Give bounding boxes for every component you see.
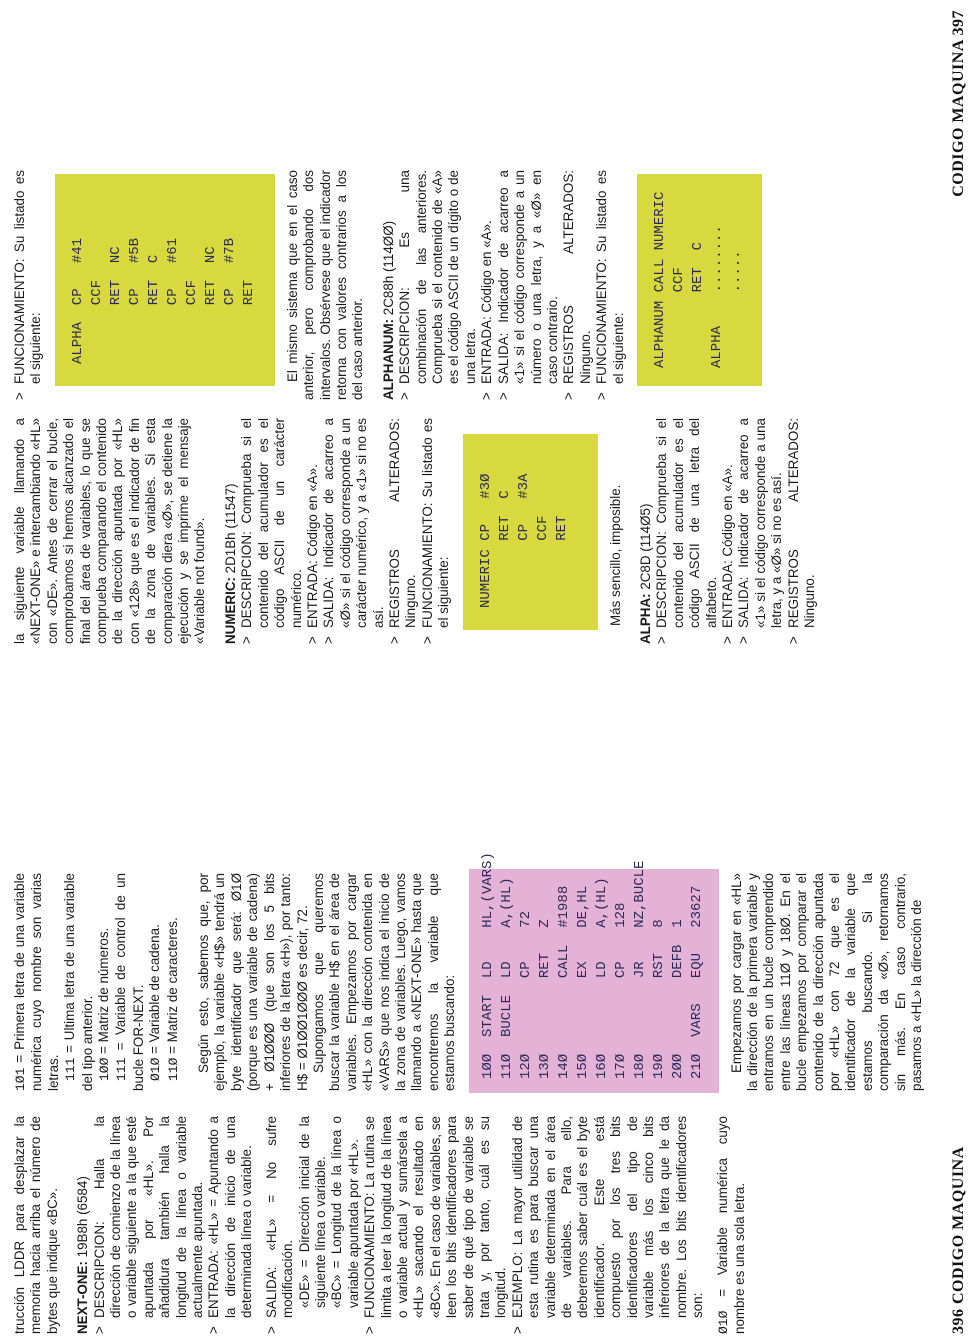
column-2 [12, 852, 925, 1091]
code-line: 12Ø CP 72 [517, 910, 534, 1079]
entry-heading: ALPHA: 2C8D (114Ø5) [637, 503, 653, 644]
funcionamiento-entry: > FUNCIONAMIENTO: Su listado es el siguiente: [419, 418, 452, 644]
code-line: 21Ø VARS EQU 23627 [688, 885, 705, 1079]
paragraph: El mismo sistema que en el caso anterior, pero comprobando dos intervalos. Obsérvese que el indicador retorna con valores contrarios a los del caso anterior. [284, 170, 366, 400]
code-line: 15Ø EX DE,HL [574, 885, 591, 1079]
code-line: CCF [183, 279, 200, 364]
code-line: CP #3A [515, 473, 532, 608]
code-line: RET C [496, 490, 513, 608]
page-folio-right: CODIGO MAQUINA 397 [950, 10, 967, 197]
code-line: CP #5B [126, 237, 143, 364]
description-entry: > DESCRIPCION: Comprueba si el contenido del acumulador es el código ASCII de un carácter numérico. [239, 418, 304, 644]
description-entry: > DESCRIPCION: Halla la dirección de comienzo de la línea o variable siguiente a la que esté apuntada por «HL». Por añadidura también halla la longitud de la línea o variable actualmente apuntada. [91, 1116, 206, 1334]
code-line: RET NC [107, 246, 124, 364]
code-line: 19Ø RST 8 [650, 919, 667, 1079]
entry-heading: ALPHANUM: 2C88h (114ØØ) [380, 220, 396, 400]
id-bits-item: 1Ø1 = Primera letra de una variable numérica cuyo nombre son varias letras. [12, 873, 61, 1091]
column-1 [12, 1116, 748, 1334]
paragraph: Empezamos por cargar en «HL» la dirección de la primera variable y entramos en un bucle comprendido entre las líneas 11Ø y 18Ø. En el bucle empezamos por comparar el contenido de la dirección apuntada por «HL» con 72 que es el identificador de la variable que estamos buscando. Si la comparación da «Ø», retornamos sin más. En caso contrario, pasamos a «HL» la dirección de [728, 873, 925, 1091]
id-bits-item: 111 = Ultima letra de una variable del tipo anterior. [62, 873, 95, 1091]
entrada-entry: > ENTRADA: «HL» = Apuntando a la dirección de inicio de una determinada línea o variable. [206, 1116, 255, 1334]
code-line: 2ØØ DEFB 1 [669, 919, 686, 1079]
code-listing-box [55, 174, 275, 386]
code-line: ..... [727, 250, 744, 368]
code-line: 16Ø LD A,(HL) [593, 877, 610, 1079]
code-line: CCF [670, 267, 687, 368]
code-listing-box [637, 174, 762, 386]
salida-line: «DE» = Dirección inicial de la siguiente línea o variable. [296, 1116, 328, 1308]
code-line: ALPHANUM CALL NUMERIC [651, 191, 668, 368]
code-line: 11Ø BUCLE LD A,(HL) [498, 877, 515, 1079]
salida-entry: > SALIDA: «HL» = No sufre modificación. [263, 1116, 296, 1334]
code-line: CP #61 [164, 237, 181, 364]
id-bits-list [12, 873, 182, 1091]
entry-heading: NEXT-ONE: 19B8h (6584) [75, 1176, 91, 1334]
registros-entry: > REGISTROS ALTERADOS: Ninguno. [561, 170, 593, 400]
code-line: ALPHA CP #41 [69, 237, 86, 364]
code-listing-box [469, 852, 719, 1093]
code-line: RET NC [202, 246, 219, 364]
entrada-entry: > ENTRADA: Código en «A». [304, 464, 320, 644]
column-3 [12, 418, 818, 644]
code-line: CP #7B [221, 237, 238, 364]
code-line: 1ØØ START LD HL,(VARS) [479, 852, 496, 1079]
salida-entry: > SALIDA: Indicador de acarreo a «1» si el código corresponde a una letra, y a «Ø» si no es así. [736, 418, 785, 644]
funcionamiento-entry: > FUNCIONAMIENTO: Su listado es el siguiente: [594, 170, 626, 400]
entrada-entry: > ENTRADA: Código en «A». [479, 220, 495, 400]
id-bits-item: 11Ø = Matriz de caracteres. [164, 917, 181, 1081]
paragraph: la siguiente variable llamando a «NEXT-ONE» e intercambiando «HL» con «DE». Antes de cerrar el bucle, comprobamos si hemos alcanzado el final del área de variables, lo que se comprueba comparando el contenido de la dirección apuntada por «HL» con «128» que es el indicador de fin de la zona de variables. Si esta comparación diera «Ø», se detiene la ejecución y se imprime el mensaje «Variable not found». [12, 418, 208, 644]
page-folio-left: 396 CODIGO MAQUINA [950, 1146, 967, 1334]
registros-entry: > REGISTROS ALTERADOS: Ninguno. [386, 418, 419, 644]
code-line: 13Ø RET Z [536, 919, 553, 1079]
code-line: 14Ø CALL #1988 [555, 885, 572, 1079]
code-line: CCF [88, 279, 105, 364]
salida-line: «BC» = Longitud de la línea o variable apuntada por «HL». [329, 1116, 361, 1308]
code-line: RET [553, 515, 570, 608]
ejemplo-entry: > EJEMPLO: La mayor utilidad de esta rutina es para buscar una variable determinada en el área de variables. Para ello, deberemos saber cuál es el byte identificador. Este está compuesto por los tres bits identificadores del tipo de variable más los cinco bits inferiores de la letra que le da nombre. Los bits identificadores son: [509, 1116, 706, 1334]
code-listing-box [463, 434, 598, 630]
paragraph: Supongamos que queremos buscar la variable H$ en el área de variables. Empezamos por cargar «HL» con la dirección contenida en «VARS» que nos indica el inicio de la zona de variables. Luego, vamos llamando a «NEXT-ONE» hasta que encontremos la variable que estamos buscando: [310, 873, 458, 1091]
entrada-entry: > ENTRADA: Código en «A». [720, 464, 735, 644]
code-line: RET C [689, 241, 706, 368]
paragraph: trucción LDDR para desplazar la memoria hacia arriba el número de bytes que indique «BC». [12, 1116, 60, 1334]
code-line: RET C [145, 254, 162, 364]
code-line: CCF [534, 515, 551, 608]
funcionamiento-entry: > FUNCIONAMIENTO: Su listado es el siguiente: [12, 170, 44, 400]
code-line: 17Ø CP 128 [612, 902, 629, 1079]
funcionamiento-entry: > FUNCIONAMIENTO: La rutina se limita a leer la longitud de la línea o variable actual y sumársela a «HL» sacando el resultado en «BC». En el caso de variables, se leen los bits identificadores para saber de qué tipo de variable se trata y, por tanto, cuál es su longitud. [362, 1116, 509, 1334]
id-bits-item: Ø1Ø = Variable numérica cuyo nombre es una sola letra. [714, 1116, 748, 1334]
entry-heading: NUMERIC: 2D1Bh (11547) [222, 483, 238, 644]
salida-entry: > SALIDA: Indicador de acarreo a «Ø» si el código corresponde a un carácter numérico, y a «1» si no es así. [321, 418, 386, 644]
registros-entry: > REGISTROS ALTERADOS: Ninguno. [785, 418, 818, 644]
column-4 [12, 170, 772, 400]
paragraph: Según esto, sabemos que, por ejemplo, la variable «H$» tendrá un byte identificador que será: Ø1Ø (porque es una variable de cadena) + Ø1ØØØ (que son los 5 bits inferiores de la letra «H»), por tanto: H$ = Ø1ØØ1ØØØ es decir, 72. [196, 873, 310, 1091]
description-entry: > DESCRIPCION: Es una combinación de las anteriores. Comprueba si el contenido de «A» es el código ASCII de un dígito o de una letra. [397, 170, 478, 400]
description-entry: > DESCRIPCION: Comprueba si el contenido del acumulador es el código ASCII de una letra del alfabeto. [654, 418, 719, 644]
code-line: 18Ø JR NZ,BUCLE [631, 860, 648, 1079]
id-bits-item: 1ØØ = Matriz de números. [96, 927, 113, 1081]
salida-entry: > SALIDA: Indicador de acarreo a «1» si el código corresponde a un número o una letra, y a «Ø» en caso contrario. [495, 170, 560, 400]
code-line: ALPHA ........ [708, 225, 725, 368]
code-line: NUMERIC CP #3Ø [477, 473, 494, 608]
id-bits-item: 111 = Variable de control de un bucle FOR-NEXT. [113, 873, 146, 1091]
id-bits-item: Ø1Ø = Variable de cadena. [147, 924, 164, 1081]
paragraph: Más sencillo, imposible. [607, 484, 623, 626]
code-line: RET [240, 279, 257, 364]
